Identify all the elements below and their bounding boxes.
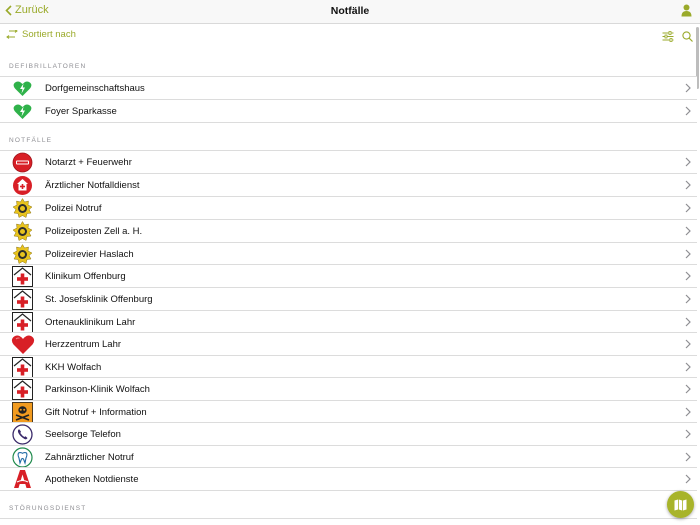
list-item-label: Polizeiposten Zell a. H. — [45, 226, 143, 237]
list-item-label: Ortenauklinikum Lahr — [45, 317, 136, 328]
section-header-defibrillatoren: DEFIBRILLATOREN — [9, 63, 87, 70]
chevron-right-icon — [685, 429, 691, 439]
chevron-right-icon — [685, 226, 691, 236]
list-item[interactable] — [0, 219, 697, 242]
pharmacy-a-icon — [12, 469, 33, 490]
list-item[interactable] — [0, 467, 697, 490]
list-item[interactable] — [0, 99, 697, 122]
list-item[interactable] — [0, 445, 697, 468]
police-star-icon — [12, 198, 33, 219]
red-heart-icon — [12, 334, 33, 355]
user-icon[interactable] — [681, 4, 692, 22]
list-item[interactable] — [0, 242, 697, 265]
list-item[interactable] — [0, 332, 697, 355]
page-title: Notfälle — [330, 5, 370, 17]
chevron-right-icon — [685, 294, 691, 304]
search-icon[interactable] — [682, 29, 693, 47]
swap-arrows-icon — [6, 30, 18, 39]
sort-toolbar — [0, 24, 700, 45]
list-item[interactable] — [0, 196, 697, 219]
list-item-label: Herzzentrum Lahr — [45, 339, 122, 350]
police-star-icon — [12, 244, 33, 265]
list-item[interactable] — [0, 400, 697, 423]
list-item-label: Foyer Sparkasse — [45, 106, 117, 117]
chevron-right-icon — [685, 317, 691, 327]
list-item[interactable] — [0, 287, 697, 310]
list-item[interactable] — [0, 173, 697, 196]
list-item[interactable] — [0, 150, 697, 173]
hospital-cross-icon — [12, 357, 33, 378]
list-item-label: Klinikum Offenburg — [45, 271, 126, 282]
section-header-notfaelle: NOTFÄLLE — [9, 137, 53, 144]
map-button[interactable] — [667, 491, 694, 518]
list-item-label: Dorfgemeinschaftshaus — [45, 83, 145, 94]
list-item-label: Polizeirevier Haslach — [45, 249, 134, 260]
tooth-icon — [12, 447, 33, 468]
navigation-bar — [0, 0, 700, 24]
chevron-right-icon — [685, 339, 691, 349]
sliders-icon[interactable] — [662, 29, 674, 47]
defibrillator-heart-icon — [12, 101, 33, 122]
list-item-label: Parkinson-Klinik Wolfach — [45, 384, 150, 395]
back-button-label: Zurück — [15, 4, 49, 16]
defibrillator-heart-icon — [12, 78, 33, 99]
chevron-right-icon — [685, 180, 691, 190]
list-item[interactable] — [0, 355, 697, 378]
list-item-label: Seelsorge Telefon — [45, 429, 121, 440]
list-item[interactable] — [0, 422, 697, 445]
emergency-112-icon — [12, 152, 33, 173]
chevron-right-icon — [685, 83, 691, 93]
chevron-right-icon — [685, 271, 691, 281]
hospital-cross-icon — [12, 379, 33, 400]
sort-button[interactable] — [6, 29, 76, 40]
chevron-right-icon — [685, 384, 691, 394]
hospital-cross-icon — [12, 312, 33, 333]
chevron-right-icon — [685, 249, 691, 259]
poison-skull-icon — [12, 402, 33, 423]
list-item-label: Zahnärztlicher Notruf — [45, 452, 134, 463]
list-item-label: Apotheken Notdienste — [45, 474, 139, 485]
map-icon — [674, 499, 687, 511]
police-star-icon — [12, 221, 33, 242]
sort-label: Sortiert nach — [22, 29, 76, 40]
chevron-right-icon — [685, 407, 691, 417]
list-item[interactable] — [0, 76, 697, 99]
chevron-right-icon — [685, 362, 691, 372]
list-item-label: Notarzt + Feuerwehr — [45, 157, 132, 168]
medical-house-icon — [12, 175, 33, 196]
chevron-right-icon — [685, 452, 691, 462]
list-item-label: Ärztlicher Notfalldienst — [45, 180, 140, 191]
hospital-cross-icon — [12, 266, 33, 287]
section-divider — [0, 122, 697, 123]
list-item-label: Polizei Notruf — [45, 203, 102, 214]
list-item[interactable] — [0, 310, 697, 333]
chevron-right-icon — [685, 157, 691, 167]
hospital-cross-icon — [12, 289, 33, 310]
chevron-right-icon — [685, 203, 691, 213]
list-item[interactable] — [0, 264, 697, 287]
list-item[interactable] — [0, 377, 697, 400]
section-divider — [0, 518, 697, 519]
section-divider — [0, 490, 697, 491]
list-item-label: Gift Notruf + Information — [45, 407, 147, 418]
list-item-label: St. Josefsklinik Offenburg — [45, 294, 153, 305]
chevron-right-icon — [685, 474, 691, 484]
chevron-right-icon — [685, 106, 691, 116]
section-header-stoerungsdienst: STÖRUNGSDIENST — [9, 505, 87, 512]
phone-circle-icon — [12, 424, 33, 445]
list-item-label: KKH Wolfach — [45, 362, 102, 373]
